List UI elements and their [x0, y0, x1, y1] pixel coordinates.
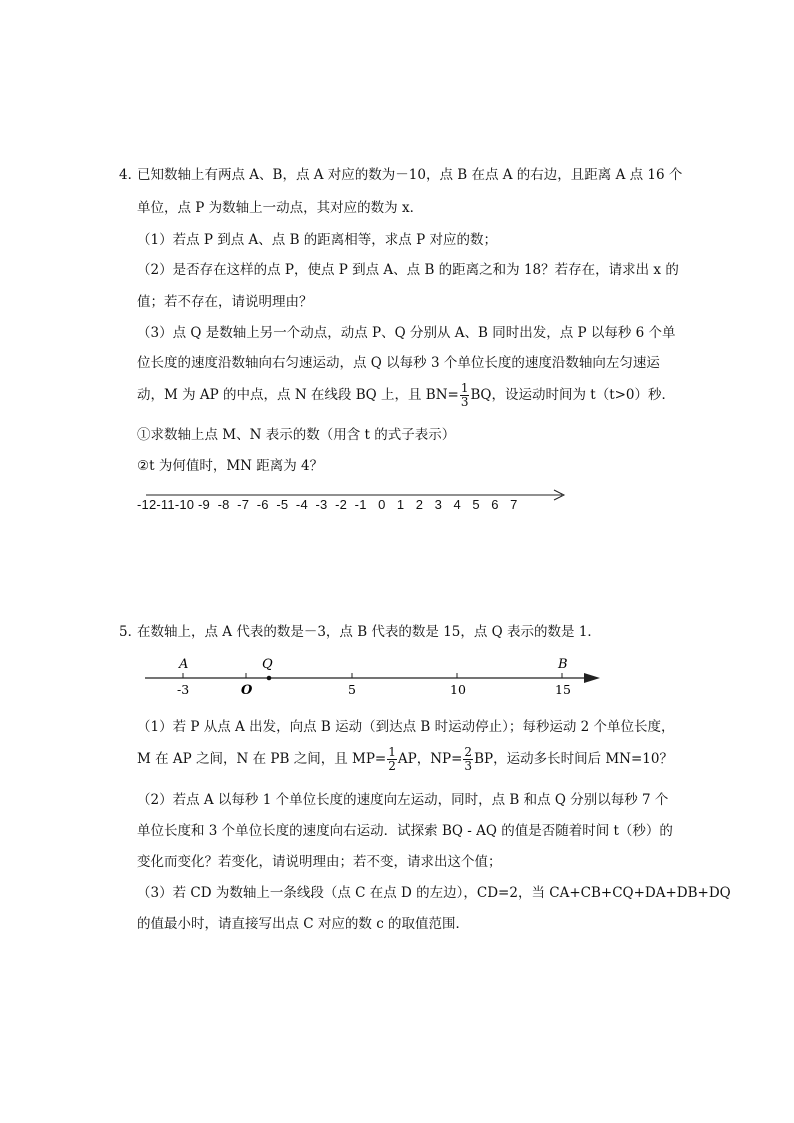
- fraction-numerator: 1: [460, 381, 469, 395]
- fraction-two-thirds: [463, 746, 473, 773]
- question-4-number: 4．: [119, 167, 142, 183]
- q5-part-1-line-2: [137, 744, 673, 774]
- tick-label-5: 5: [348, 682, 356, 697]
- fraction-denominator: 2: [388, 759, 396, 773]
- tick-label-10: 10: [450, 682, 466, 697]
- q4-stem-line-2: 单位，点 P 为数轴上一动点，其对应的数为 x．: [137, 200, 424, 216]
- q5-p1-text-c: BP，运动多长时间后 MN=10？: [474, 751, 673, 767]
- q5-p1-text-a: M 在 AP 之间，N 在 PB 之间，且 MP=: [137, 751, 387, 767]
- fraction-numerator: 2: [464, 745, 473, 759]
- tick-label-15: 15: [555, 682, 571, 697]
- q4-stem-line-1: 已知数轴上有两点 A、B，点 A 对应的数为－10，点 B 在点 A 的右边，且距离 A 点 16 个: [137, 167, 683, 183]
- q4-part-2-line-1: （2）是否存在这样的点 P，使点 P 到点 A、点 B 的距离之和为 18？若存在，请求出 x 的: [137, 262, 679, 278]
- label-point-q: Q: [262, 657, 273, 672]
- q5-part-1-line-1: （1）若 P 从点 A 出发，向点 B 运动（到达点 B 时运动停止）；每秒运动 2 个单位长度，: [137, 719, 675, 735]
- point-q-dot: [267, 676, 272, 681]
- q5-part-3-line-1: （3）若 CD 为数轴上一条线段（点 C 在点 D 的左边），CD=2，当 CA+CB+CQ+DA+DB+DQ: [137, 885, 731, 901]
- q5-part-2-line-2: 单位长度和 3 个单位长度的速度向右运动．试探索 BQ - AQ 的值是否随着时间 t（秒）的: [137, 823, 673, 839]
- label-point-a: A: [179, 657, 189, 672]
- q4-part-3-line-2: 位长度的速度沿数轴向右匀速运动，点 Q 以每秒 3 个单位长度的速度沿数轴向左匀速运: [137, 355, 660, 371]
- q5-p1-text-b: AP，NP=: [397, 751, 463, 767]
- fraction-numerator: 1: [388, 745, 396, 759]
- fraction-one-half: [387, 746, 397, 773]
- question-5-number: 5．: [119, 624, 142, 640]
- q4-sub-question-1: ①求数轴上点 M、N 表示的数（用含 t 的式子表示）: [137, 427, 456, 443]
- fraction-denominator: 3: [460, 395, 469, 409]
- label-origin: O: [241, 683, 253, 698]
- axis-arrow: [584, 673, 600, 683]
- q4-line3-text-b: BQ，设运动时间为 t（t>0）秒．: [470, 387, 676, 403]
- q4-line3-text-a: 动，M 为 AP 的中点，点 N 在线段 BQ 上，且 BN=: [137, 387, 459, 403]
- tick-label-neg3: -3: [177, 682, 190, 697]
- q4-part-1: （1）若点 P 到点 A、点 B 的距离相等，求点 P 对应的数；: [137, 232, 497, 248]
- q4-part-2-line-2: 值；若不存在，请说明理由？: [137, 294, 313, 310]
- q5-part-2-line-1: （2）若点 A 以每秒 1 个单位长度的速度向左运动，同时，点 B 和点 Q 分别以每秒 7 个: [137, 792, 669, 808]
- q4-part-3-line-1: （3）点 Q 是数轴上另一个动点，动点 P、Q 分别从 A、B 同时出发，点 P 以每秒 6 个单: [137, 325, 676, 341]
- fraction-denominator: 3: [464, 759, 473, 773]
- label-point-b: B: [558, 657, 568, 672]
- q4-number-line-labels: -12-11-10 -9 -8 -7 -6 -5 -4 -3 -2 -1 0 1 2 3 4 5 6 7: [137, 497, 518, 512]
- q4-sub-question-2: ②t 为何值时，MN 距离为 4？: [137, 458, 324, 474]
- q5-stem: 在数轴上，点 A 代表的数是－3，点 B 代表的数是 15，点 Q 表示的数是 1．: [137, 624, 601, 640]
- q5-part-3-line-2: 的值最小时，请直接写出点 C 对应的数 c 的取值范围．: [137, 916, 470, 932]
- q5-part-2-line-3: 变化而变化？若变化，请说明理由；若不变，请求出这个值；: [137, 854, 502, 870]
